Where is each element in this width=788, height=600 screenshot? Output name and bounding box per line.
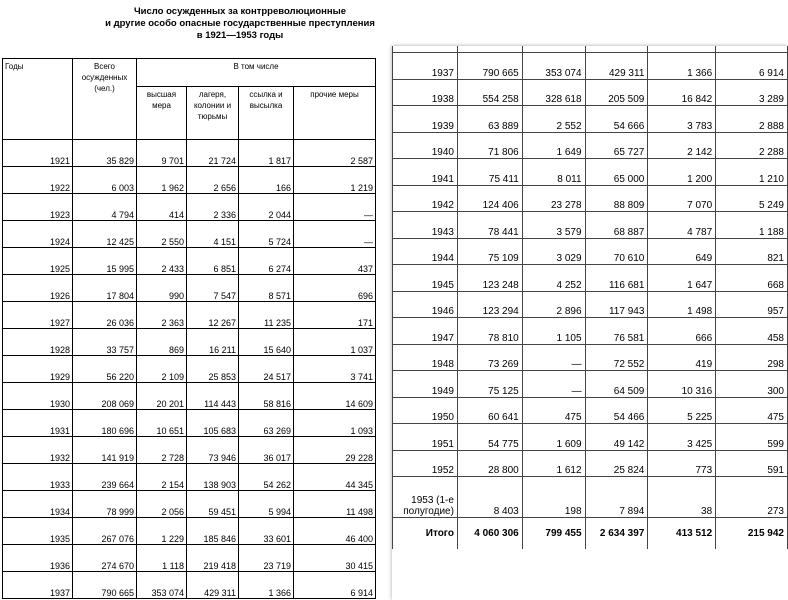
cell-other: 475 <box>716 397 788 424</box>
cell-total: 124 406 <box>457 185 522 212</box>
cell-other: 437 <box>294 248 376 275</box>
convictions-table-right <box>392 46 788 549</box>
table-row <box>393 477 788 518</box>
cell-exile: 1 366 <box>239 572 294 599</box>
table-row <box>3 302 376 329</box>
cell-exile: 1 200 <box>648 159 716 186</box>
cell-camps: 2 656 <box>187 167 239 194</box>
cell-highest: 4 252 <box>522 265 585 292</box>
cell-highest: 1 229 <box>137 518 187 545</box>
cell-exile: 1 498 <box>648 291 716 318</box>
cell-exile: 23 719 <box>239 545 294 572</box>
cell-total: 141 919 <box>73 437 137 464</box>
cell-highest: 2 109 <box>137 356 187 383</box>
cell-camps: 6 851 <box>187 248 239 275</box>
cell-total: 60 641 <box>457 397 522 424</box>
cell-highest: 1 105 <box>522 318 585 345</box>
cell-highest: 2 433 <box>137 248 187 275</box>
table-row <box>393 291 788 318</box>
cell-exile: 11 235 <box>239 302 294 329</box>
convictions-table-left <box>2 58 376 599</box>
cell-other: 3 741 <box>294 356 376 383</box>
cell-exile: 63 269 <box>239 410 294 437</box>
cell-highest: 990 <box>137 275 187 302</box>
cell-total: 208 069 <box>73 383 137 410</box>
cell-exile: 16 842 <box>648 79 716 106</box>
cell-exile: 1 817 <box>239 140 294 167</box>
table-row <box>3 410 376 437</box>
cell-highest: — <box>522 344 585 371</box>
cell-other: 44 345 <box>294 464 376 491</box>
cell-total: 56 220 <box>73 356 137 383</box>
cell-year: 1953 (1-е полугодие) <box>393 477 458 518</box>
cell-camps: 429 311 <box>585 53 648 80</box>
cell-other: 458 <box>716 318 788 345</box>
cell-camps: 73 946 <box>187 437 239 464</box>
cell-exile: 1 647 <box>648 265 716 292</box>
cell-camps: 65 727 <box>585 132 648 159</box>
table-row <box>3 491 376 518</box>
cell-exile: 15 640 <box>239 329 294 356</box>
cell-total: 239 664 <box>73 464 137 491</box>
totals-row <box>393 518 788 550</box>
table-row <box>3 545 376 572</box>
cell-exile: 2 142 <box>648 132 716 159</box>
table-row <box>393 159 788 186</box>
cell-total: 274 670 <box>73 545 137 572</box>
cell-camps: 88 809 <box>585 185 648 212</box>
cell-highest: 3 579 <box>522 212 585 239</box>
cell-total: 267 076 <box>73 518 137 545</box>
cell-year: 1947 <box>393 318 458 345</box>
cell-year: 1924 <box>3 221 73 248</box>
cell-total: 12 425 <box>73 221 137 248</box>
table-row <box>393 53 788 80</box>
cell-camps: 429 311 <box>187 572 239 599</box>
cell-year: 1940 <box>393 132 458 159</box>
cell-highest: 198 <box>522 477 585 518</box>
cell-camps: 49 142 <box>585 424 648 451</box>
cell-highest: 9 701 <box>137 140 187 167</box>
cell-camps: 65 000 <box>585 159 648 186</box>
cell-total: 4 794 <box>73 194 137 221</box>
cell-camps: 117 943 <box>585 291 648 318</box>
cell-exile: 8 571 <box>239 275 294 302</box>
cell-exile: 419 <box>648 344 716 371</box>
cell-total: 78 810 <box>457 318 522 345</box>
cell-highest: 353 074 <box>137 572 187 599</box>
cell-highest: 475 <box>522 397 585 424</box>
cell-other: 957 <box>716 291 788 318</box>
cell-total: 71 806 <box>457 132 522 159</box>
cell-camps: 114 443 <box>187 383 239 410</box>
table-row <box>393 265 788 292</box>
cell-year: 1921 <box>3 140 73 167</box>
cell-year: 1949 <box>393 371 458 398</box>
cell-exile: 3 425 <box>648 424 716 451</box>
cell-exile: 3 783 <box>648 106 716 133</box>
cell-other: 1 188 <box>716 212 788 239</box>
totals-exile: 413 512 <box>648 518 716 550</box>
cell-other: 668 <box>716 265 788 292</box>
cell-total: 17 804 <box>73 275 137 302</box>
cell-highest: 2 363 <box>137 302 187 329</box>
cell-camps: 59 451 <box>187 491 239 518</box>
cell-year: 1934 <box>3 491 73 518</box>
table-row <box>3 140 376 167</box>
cell-camps: 54 666 <box>585 106 648 133</box>
cell-other: — <box>294 221 376 248</box>
cell-exile: 166 <box>239 167 294 194</box>
cell-highest: 2 896 <box>522 291 585 318</box>
cell-highest: 1 118 <box>137 545 187 572</box>
header-exile: ссылка и высылка <box>239 87 294 140</box>
cell-year: 1942 <box>393 185 458 212</box>
cell-year: 1929 <box>3 356 73 383</box>
cell-exile: 773 <box>648 450 716 477</box>
cell-exile: 5 994 <box>239 491 294 518</box>
cell-highest: — <box>522 371 585 398</box>
cell-total: 73 269 <box>457 344 522 371</box>
cell-other: 3 289 <box>716 79 788 106</box>
cell-highest: 353 074 <box>522 53 585 80</box>
cell-exile: 1 366 <box>648 53 716 80</box>
cell-highest: 2 552 <box>522 106 585 133</box>
cell-camps: 25 824 <box>585 450 648 477</box>
cell-year: 1937 <box>3 572 73 599</box>
cell-highest: 1 649 <box>522 132 585 159</box>
header-camps: лагеря, колонии и тюрьмы <box>187 87 239 140</box>
cell-total: 63 889 <box>457 106 522 133</box>
table-row <box>3 437 376 464</box>
cell-year: 1948 <box>393 344 458 371</box>
cell-year: 1945 <box>393 265 458 292</box>
cell-other: 1 037 <box>294 329 376 356</box>
cell-other: 46 400 <box>294 518 376 545</box>
cell-other: 2 888 <box>716 106 788 133</box>
cell-other: 273 <box>716 477 788 518</box>
cell-camps: 2 336 <box>187 194 239 221</box>
cell-camps: 12 267 <box>187 302 239 329</box>
table-row <box>3 194 376 221</box>
cell-camps: 205 509 <box>585 79 648 106</box>
table-row <box>393 318 788 345</box>
cell-highest: 1 962 <box>137 167 187 194</box>
cell-camps: 68 887 <box>585 212 648 239</box>
header-highest: высшая мера <box>137 87 187 140</box>
cell-total: 6 003 <box>73 167 137 194</box>
left-page <box>0 0 382 600</box>
cell-exile: 33 601 <box>239 518 294 545</box>
cell-camps: 64 509 <box>585 371 648 398</box>
cell-year: 1923 <box>3 194 73 221</box>
table-title: Число осужденных за контрреволюционные и другие особо опасные государственные преступления в 1921—1953 годы <box>105 6 375 41</box>
totals-other: 215 942 <box>716 518 788 550</box>
cell-other: 6 914 <box>294 572 376 599</box>
cell-camps: 219 418 <box>187 545 239 572</box>
cell-year: 1943 <box>393 212 458 239</box>
cell-exile: 38 <box>648 477 716 518</box>
cell-other: 1 219 <box>294 167 376 194</box>
table-row <box>3 383 376 410</box>
cell-year: 1936 <box>3 545 73 572</box>
table-row <box>393 106 788 133</box>
cell-exile: 58 816 <box>239 383 294 410</box>
cell-highest: 2 550 <box>137 221 187 248</box>
table-row <box>3 275 376 302</box>
cell-total: 35 829 <box>73 140 137 167</box>
header-total: Всего осужденных (чел.) <box>73 59 137 140</box>
cell-year: 1932 <box>3 437 73 464</box>
table-row <box>393 212 788 239</box>
cell-other: 300 <box>716 371 788 398</box>
cell-other: 6 914 <box>716 53 788 80</box>
table-row <box>393 344 788 371</box>
totals-label: Итого <box>393 518 458 550</box>
cell-exile: 2 044 <box>239 194 294 221</box>
cell-highest: 328 618 <box>522 79 585 106</box>
cell-exile: 54 262 <box>239 464 294 491</box>
cell-total: 78 999 <box>73 491 137 518</box>
cell-highest: 3 029 <box>522 238 585 265</box>
cell-total: 75 109 <box>457 238 522 265</box>
cell-year: 1939 <box>393 106 458 133</box>
table-row <box>3 248 376 275</box>
cell-year: 1935 <box>3 518 73 545</box>
cell-year: 1941 <box>393 159 458 186</box>
cell-year: 1930 <box>3 383 73 410</box>
cell-other: 821 <box>716 238 788 265</box>
cell-year: 1951 <box>393 424 458 451</box>
cell-highest: 2 154 <box>137 464 187 491</box>
cell-highest: 1 612 <box>522 450 585 477</box>
cell-camps: 185 846 <box>187 518 239 545</box>
cell-total: 180 696 <box>73 410 137 437</box>
cell-camps: 138 903 <box>187 464 239 491</box>
cell-camps: 76 581 <box>585 318 648 345</box>
cell-year: 1952 <box>393 450 458 477</box>
cell-year: 1925 <box>3 248 73 275</box>
table-row <box>393 397 788 424</box>
header-including: В том числе <box>137 59 376 87</box>
header-other: прочие меры <box>294 87 376 140</box>
cell-camps: 116 681 <box>585 265 648 292</box>
cell-exile: 666 <box>648 318 716 345</box>
cell-exile: 7 070 <box>648 185 716 212</box>
table-row <box>3 464 376 491</box>
cell-total: 790 665 <box>73 572 137 599</box>
cell-year: 1946 <box>393 291 458 318</box>
cell-other: 298 <box>716 344 788 371</box>
table-row <box>393 238 788 265</box>
cell-other: 2 587 <box>294 140 376 167</box>
cell-camps: 21 724 <box>187 140 239 167</box>
table-row <box>393 450 788 477</box>
cell-other: 29 228 <box>294 437 376 464</box>
cell-exile: 5 225 <box>648 397 716 424</box>
totals-total: 4 060 306 <box>457 518 522 550</box>
header-year: Годы <box>3 59 73 140</box>
table-row <box>393 79 788 106</box>
cell-other: 1 093 <box>294 410 376 437</box>
cell-camps: 25 853 <box>187 356 239 383</box>
table-row <box>3 221 376 248</box>
cell-total: 15 995 <box>73 248 137 275</box>
cell-exile: 4 787 <box>648 212 716 239</box>
cell-year: 1922 <box>3 167 73 194</box>
cell-highest: 1 609 <box>522 424 585 451</box>
cell-camps: 7 894 <box>585 477 648 518</box>
cell-year: 1938 <box>393 79 458 106</box>
cell-year: 1933 <box>3 464 73 491</box>
cell-total: 75 411 <box>457 159 522 186</box>
table-row <box>3 356 376 383</box>
cell-year: 1927 <box>3 302 73 329</box>
cell-exile: 6 274 <box>239 248 294 275</box>
cell-total: 123 248 <box>457 265 522 292</box>
cell-total: 54 775 <box>457 424 522 451</box>
cell-exile: 24 517 <box>239 356 294 383</box>
cell-year: 1950 <box>393 397 458 424</box>
table-row <box>393 132 788 159</box>
cell-other: 5 249 <box>716 185 788 212</box>
cell-total: 33 757 <box>73 329 137 356</box>
cell-highest: 23 278 <box>522 185 585 212</box>
cell-exile: 36 017 <box>239 437 294 464</box>
cell-camps: 72 552 <box>585 344 648 371</box>
table-row <box>3 329 376 356</box>
cell-highest: 414 <box>137 194 187 221</box>
cell-other: 1 210 <box>716 159 788 186</box>
cell-year: 1928 <box>3 329 73 356</box>
cell-year: 1944 <box>393 238 458 265</box>
cell-total: 8 403 <box>457 477 522 518</box>
cell-other: — <box>294 194 376 221</box>
cell-other: 30 415 <box>294 545 376 572</box>
cell-camps: 70 610 <box>585 238 648 265</box>
cell-other: 171 <box>294 302 376 329</box>
cell-highest: 2 728 <box>137 437 187 464</box>
cell-highest: 10 651 <box>137 410 187 437</box>
cell-year: 1926 <box>3 275 73 302</box>
cell-total: 790 665 <box>457 53 522 80</box>
table-row <box>393 371 788 398</box>
cell-highest: 869 <box>137 329 187 356</box>
cell-year: 1937 <box>393 53 458 80</box>
cell-camps: 54 466 <box>585 397 648 424</box>
totals-highest: 799 455 <box>522 518 585 550</box>
cell-other: 14 609 <box>294 383 376 410</box>
cell-highest: 8 011 <box>522 159 585 186</box>
cell-total: 26 036 <box>73 302 137 329</box>
cell-camps: 4 151 <box>187 221 239 248</box>
table-row <box>3 518 376 545</box>
table-row <box>393 424 788 451</box>
cell-total: 123 294 <box>457 291 522 318</box>
cell-exile: 5 724 <box>239 221 294 248</box>
table-row <box>3 572 376 599</box>
cell-highest: 2 056 <box>137 491 187 518</box>
cell-total: 28 800 <box>457 450 522 477</box>
cell-exile: 649 <box>648 238 716 265</box>
cell-camps: 16 211 <box>187 329 239 356</box>
cell-camps: 7 547 <box>187 275 239 302</box>
table-row <box>3 167 376 194</box>
cell-exile: 10 316 <box>648 371 716 398</box>
cell-other: 696 <box>294 275 376 302</box>
table-row <box>393 185 788 212</box>
cell-other: 591 <box>716 450 788 477</box>
cell-total: 75 125 <box>457 371 522 398</box>
cell-other: 599 <box>716 424 788 451</box>
cell-total: 78 441 <box>457 212 522 239</box>
cell-total: 554 258 <box>457 79 522 106</box>
cell-year: 1931 <box>3 410 73 437</box>
cell-other: 11 498 <box>294 491 376 518</box>
totals-camps: 2 634 397 <box>585 518 648 550</box>
cell-highest: 20 201 <box>137 383 187 410</box>
cell-camps: 105 683 <box>187 410 239 437</box>
cell-other: 2 288 <box>716 132 788 159</box>
right-page <box>392 46 788 600</box>
